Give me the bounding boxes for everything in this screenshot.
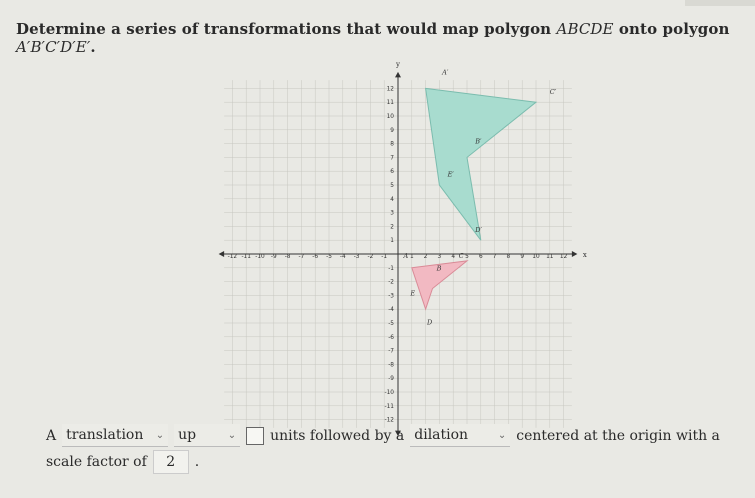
scale-factor-input[interactable]: 2 bbox=[153, 450, 189, 474]
x-tick-label: 2 bbox=[423, 254, 428, 260]
y-tick-label: -10 bbox=[384, 390, 394, 396]
label-e: E bbox=[410, 289, 416, 298]
x-tick-label: -1 bbox=[381, 254, 388, 260]
second-select-value: dilation bbox=[414, 427, 469, 443]
x-tick-label: 11 bbox=[546, 254, 554, 260]
target-polygon-name: A′B′C′D′E′ bbox=[16, 38, 91, 56]
x-tick-label: -11 bbox=[241, 254, 251, 260]
transformation-select[interactable] bbox=[62, 424, 168, 447]
y-tick-label: -2 bbox=[388, 279, 394, 286]
x-tick-label: -4 bbox=[339, 254, 346, 260]
x-tick-label: 10 bbox=[532, 254, 540, 260]
y-tick-label: 9 bbox=[390, 127, 394, 134]
answer-line-1 bbox=[46, 424, 720, 447]
y-tick-label: -11 bbox=[384, 403, 394, 410]
label-b: B bbox=[436, 264, 442, 273]
x-axis-arrow bbox=[572, 251, 578, 257]
x-tick-label: -6 bbox=[312, 254, 319, 260]
x-tick-label: -5 bbox=[326, 254, 332, 260]
top-bar bbox=[685, 0, 755, 6]
x-tick-label: -12 bbox=[227, 254, 238, 260]
direction-select-value: up bbox=[178, 427, 197, 443]
units-input[interactable] bbox=[246, 427, 264, 445]
y-tick-label: -9 bbox=[388, 376, 394, 383]
source-polygon-name: ABCDE bbox=[556, 20, 614, 38]
y-tick-label: -5 bbox=[388, 321, 394, 327]
units-followed-text: units followed by a bbox=[270, 427, 405, 444]
x-axis-label: x bbox=[582, 251, 587, 259]
answer-article: A bbox=[46, 427, 57, 444]
chevron-down-icon: ⌄ bbox=[227, 429, 237, 441]
y-tick-label: -4 bbox=[388, 307, 394, 314]
y-tick-label: 12 bbox=[386, 86, 394, 93]
label-c-prime: C′ bbox=[549, 87, 557, 96]
label-a: A bbox=[403, 252, 409, 261]
x-tick-label: 9 bbox=[520, 254, 525, 260]
y-tick-label: 7 bbox=[390, 155, 394, 162]
question-suffix: . bbox=[90, 38, 96, 56]
x-tick-label: -7 bbox=[298, 254, 305, 260]
x-axis-arrow bbox=[219, 251, 225, 257]
x-tick-label: 5 bbox=[465, 254, 469, 260]
question-middle: onto polygon bbox=[613, 20, 730, 38]
x-tick-label: -8 bbox=[284, 254, 291, 260]
answer-line-2 bbox=[46, 450, 199, 474]
graph-svg bbox=[225, 52, 587, 424]
label-c: C bbox=[458, 252, 464, 261]
transformation-select-value: translation bbox=[66, 427, 144, 443]
y-tick-label: 8 bbox=[390, 141, 394, 148]
centered-text: centered at the origin with a bbox=[516, 427, 720, 444]
x-tick-label: 12 bbox=[559, 254, 568, 260]
final-period: . bbox=[194, 454, 200, 470]
y-tick-label: 11 bbox=[386, 100, 394, 107]
y-tick-label: 2 bbox=[390, 224, 394, 231]
x-tick-label: 7 bbox=[492, 254, 497, 260]
y-axis-arrow bbox=[395, 72, 401, 78]
y-tick-label: -7 bbox=[388, 348, 394, 355]
chevron-down-icon: ⌄ bbox=[155, 429, 165, 441]
x-tick-label: -3 bbox=[353, 254, 360, 260]
label-e-prime: E′ bbox=[447, 170, 454, 179]
x-tick-label: 1 bbox=[409, 254, 414, 260]
y-tick-label: -1 bbox=[388, 265, 394, 272]
label-b-prime: B′ bbox=[475, 137, 482, 146]
y-tick-label: 3 bbox=[390, 210, 394, 217]
y-tick-label: 1 bbox=[390, 238, 394, 245]
x-tick-label: 4 bbox=[451, 254, 456, 260]
question-prefix: Determine a series of transformations that would map polygon bbox=[16, 20, 557, 38]
label-a-prime: A′ bbox=[442, 68, 449, 77]
label-d: D bbox=[426, 318, 433, 327]
y-tick-label: -8 bbox=[388, 362, 394, 369]
x-tick-label: -9 bbox=[270, 254, 277, 260]
coordinate-graph bbox=[225, 52, 587, 424]
second-transformation-select[interactable] bbox=[410, 424, 510, 447]
y-tick-label: -3 bbox=[388, 293, 394, 300]
scale-factor-text: scale factor of bbox=[46, 454, 147, 470]
x-tick-label: -2 bbox=[367, 254, 374, 260]
x-tick-label: 8 bbox=[506, 254, 511, 260]
y-tick-label: -6 bbox=[388, 334, 394, 341]
direction-select[interactable] bbox=[174, 424, 240, 447]
x-tick-label: -10 bbox=[255, 254, 265, 260]
x-tick-label: 6 bbox=[478, 254, 483, 260]
y-tick-label: 10 bbox=[386, 114, 394, 120]
x-tick-label: 3 bbox=[437, 254, 442, 260]
y-tick-label: 5 bbox=[390, 183, 394, 189]
y-tick-label: 4 bbox=[390, 196, 394, 203]
question-text bbox=[16, 20, 746, 56]
chevron-down-icon: ⌄ bbox=[497, 429, 507, 441]
y-axis-label: y bbox=[396, 60, 400, 69]
y-tick-label: 6 bbox=[390, 169, 394, 176]
label-d-prime: D′ bbox=[475, 225, 482, 234]
y-tick-label: -12 bbox=[384, 417, 394, 424]
